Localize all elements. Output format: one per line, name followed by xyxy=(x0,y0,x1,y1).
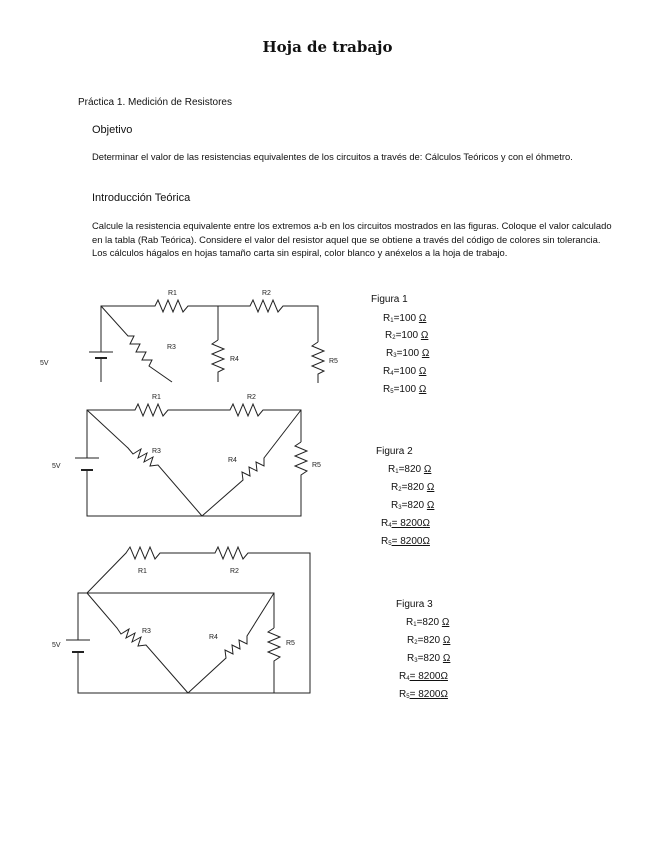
figure-3-r5: $R_5= 8200\Omega$ xyxy=(399,689,448,700)
circuit-2-label-r1: R1 xyxy=(152,394,161,401)
circuit-1-label-r4: R4 xyxy=(230,356,239,363)
page-title: Hoja de trabajo xyxy=(262,38,393,56)
figure-3-r1: $R_1=820$ Ω xyxy=(406,617,450,628)
figure-2-r1: $R_1=820$ Ω xyxy=(388,464,432,475)
circuit-1-label-r5: R5 xyxy=(329,358,338,365)
figure-1-r4: $R_4=100$ Ω xyxy=(383,366,427,377)
circuit-2-r3 xyxy=(87,410,202,516)
circuit-2-r4 xyxy=(202,410,301,516)
circuit-2 xyxy=(87,404,307,516)
figure-3-r4: $R_4= 8200\Omega$ xyxy=(399,671,448,682)
circuit-3-inner xyxy=(87,593,274,628)
figure-3-r2: $R_2=820$ Ω xyxy=(407,635,451,646)
figure-1-r1: $R_1=100$ Ω xyxy=(383,313,427,324)
circuit-2-source-label: 5V xyxy=(52,463,61,470)
circuit-3-r4 xyxy=(188,593,274,693)
figure-2-title: Figura 2 xyxy=(376,446,413,457)
circuit-3-source-label: 5V xyxy=(52,642,61,649)
circuit-1-r4 xyxy=(212,340,224,382)
circuit-1-label-r2: R2 xyxy=(262,290,271,297)
circuit-3-label-r5: R5 xyxy=(286,640,295,647)
circuit-3-r3 xyxy=(87,593,188,693)
circuit-2-label-r3: R3 xyxy=(152,448,161,455)
objective-heading: Objetivo xyxy=(92,124,133,136)
circuit-3-label-r2: R2 xyxy=(230,568,239,575)
figure-1-r2: $R_2=100$ Ω xyxy=(385,330,429,341)
figure-2-r4: $R_4= 8200\Omega$ xyxy=(381,518,430,529)
circuit-1-source-label: 5V xyxy=(40,360,49,367)
objective-text: Determinar el valor de las resistencias equivalentes de los circuitos a través de: Cálculos Teóricos y con el óhmetro. xyxy=(92,151,573,162)
figure-3-title: Figura 3 xyxy=(396,599,433,610)
intro-heading: Introducción Teórica xyxy=(92,192,191,204)
circuit-3-label-r3: R3 xyxy=(142,628,151,635)
circuit-2-top-wire xyxy=(87,404,301,458)
practice-title: Práctica 1. Medición de Resistores xyxy=(78,97,232,108)
circuit-2-label-r5: R5 xyxy=(312,462,321,469)
circuit-3 xyxy=(78,547,310,693)
figure-2-r5: $R_5= 8200\Omega$ xyxy=(381,536,430,547)
circuit-1-label-r3: R3 xyxy=(167,344,176,351)
figure-1-r3: $R_3=100$ Ω xyxy=(386,348,430,359)
figure-3-r3: $R_3=820$ Ω xyxy=(407,653,451,664)
figure-1-r5: $R_5=100$ Ω xyxy=(383,384,427,395)
figure-1-title: Figura 1 xyxy=(371,294,408,305)
intro-text: Calcule la resistencia equivalente entre los extremos a-b en los circuitos mostrados en las figuras. Coloque el valor calculado en la tabla (Rab Teórica). Considere el valor del resistor aquel que se obtiene a través del código de colores sin tolerancia. Los cálculos hágalos en hojas tamaño carta sin espiral, color blanco y anéxelos a la hoja de trabajo. xyxy=(92,220,612,258)
circuit-2-r5 xyxy=(87,442,307,516)
circuit-1-r5 xyxy=(312,342,324,383)
circuit-2-label-r2: R2 xyxy=(247,394,256,401)
circuit-3-label-r1: R1 xyxy=(138,568,147,575)
circuit-1-r3 xyxy=(101,306,172,382)
circuit-1-label-r1: R1 xyxy=(168,290,177,297)
circuit-3-label-r4: R4 xyxy=(209,634,218,641)
figure-2-r2: $R_2=820$ Ω xyxy=(391,482,435,493)
figure-2-r3: $R_3=820$ Ω xyxy=(391,500,435,511)
circuit-3-top-wire xyxy=(78,547,310,693)
circuit-1 xyxy=(101,300,324,383)
circuit-2-label-r4: R4 xyxy=(228,457,237,464)
